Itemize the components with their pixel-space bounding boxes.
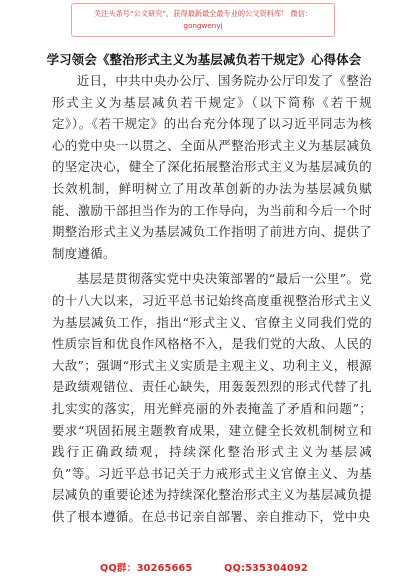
banner-text: 关注头条号“公文研究”，获得最新最全最专业的公文资料库！ 微信： <box>93 9 313 18</box>
document-body <box>52 70 372 531</box>
footer-qq-number: QQ:535304092 <box>224 563 308 574</box>
banner-wechat-id: gongwenyj <box>183 21 223 30</box>
paragraph-1: 近日，中共中央办公厅、国务院办公厅印发了《整治形式主义为基层减负若干规定》（以下简称《若干规定》）。《若干规定》的出台充分体现了以习近平同志为核心的党中央一以贯之、全面从严整治形式主义为基层减负的坚定决心，健全了深化拓展整治形式主义为基层减负的长效机制，鲜明树立了用改革创新的办法为基层减负赋能、激励干部担当作为的工作导向，为当前和今后一个时期整治形式主义为基层减负工作指明了前进方向、提供了制度遵循。 <box>52 73 372 261</box>
footer-contact <box>0 560 408 574</box>
footer-qq-group: QQ群：30265665 <box>100 563 193 574</box>
header-banner <box>71 3 335 37</box>
paragraph-2: 基层是贯彻落实党中央决策部署的“最后一公里”。党的十八大以来，习近平总书记始终高度重视整治形式主义为基层减负工作，指出“形式主义、官僚主义同我们党的性质宗旨和优良作风格格不入，是我们党的大敌、人民的大敌”；强调“形式主义实质是主观主义、功利主义，根源是政绩观错位、责任心缺失，用轰轰烈烈的形式代替了扎扎实实的落实，用光鲜亮丽的外表掩盖了矛盾和问题”；要求“巩固拓展主题教育成果，建立健全长效机制树立和践行正确政绩观，持续深化整治形式主义为基层减负”等。习近平总书记关于力戒形式主义官僚主义、为基层减负的重要论述为持续深化整治形式主义为基层减负提供了根本遵循。在总书记亲自部署、亲自推动下，党中央 <box>52 271 372 524</box>
document-title: 学习领会《整治形式主义为基层减负若干规定》心得体会 <box>46 52 362 67</box>
